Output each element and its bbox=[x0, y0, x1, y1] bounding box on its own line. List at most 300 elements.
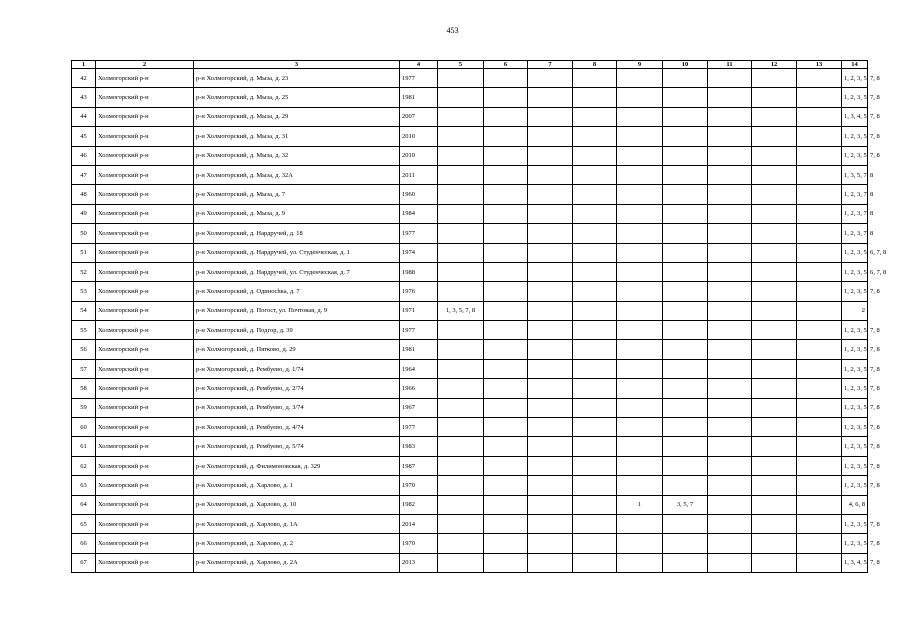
table-cell-col-7 bbox=[528, 243, 573, 262]
table-cell-col-3: р-н Холмогорский, д. Подгор, д. 39 bbox=[194, 321, 400, 340]
table-cell-col-1: 66 bbox=[72, 534, 96, 553]
table-cell-col-12 bbox=[752, 282, 797, 301]
table-row bbox=[72, 418, 868, 437]
table-cell-col-1: 58 bbox=[72, 379, 96, 398]
table-cell-col-3: р-н Холмогорский, д. Рембуево, д. 4/74 bbox=[194, 418, 400, 437]
table-cell-col-5 bbox=[438, 282, 484, 301]
table-cell-col-10 bbox=[663, 165, 708, 184]
table-cell-col-1: 61 bbox=[72, 437, 96, 456]
table-row bbox=[72, 379, 868, 398]
table-cell-col-2: Холмогорский р-н bbox=[96, 88, 194, 107]
table-row bbox=[72, 553, 868, 572]
table-cell-col-7 bbox=[528, 282, 573, 301]
table-row bbox=[72, 204, 868, 223]
table-cell-col-10 bbox=[663, 359, 708, 378]
table-row bbox=[72, 88, 868, 107]
table-cell-col-6 bbox=[484, 204, 528, 223]
table-cell-col-11 bbox=[708, 282, 752, 301]
table-cell-col-5 bbox=[438, 340, 484, 359]
table-cell-col-11 bbox=[708, 340, 752, 359]
table-cell-col-7 bbox=[528, 514, 573, 533]
table-cell-col-4: 1982 bbox=[400, 495, 438, 514]
table-row bbox=[72, 127, 868, 146]
table-cell-col-3: р-н Холмогорский, д. Рембуево, д. 2/74 bbox=[194, 379, 400, 398]
table-row bbox=[72, 495, 868, 514]
table-cell-col-8 bbox=[573, 534, 617, 553]
table-cell-col-6 bbox=[484, 224, 528, 243]
table-cell-col-2: Холмогорский р-н bbox=[96, 379, 194, 398]
table-cell-col-6 bbox=[484, 185, 528, 204]
table-cell-col-3: р-н Холмогорский, д. Пятково, д. 29 bbox=[194, 340, 400, 359]
table-cell-col-2: Холмогорский р-н bbox=[96, 418, 194, 437]
table-cell-col-5 bbox=[438, 127, 484, 146]
table-cell-col-1: 55 bbox=[72, 321, 96, 340]
table-cell-col-1: 63 bbox=[72, 476, 96, 495]
table-cell-col-12 bbox=[752, 553, 797, 572]
table-cell-col-12 bbox=[752, 262, 797, 281]
table-cell-col-1: 47 bbox=[72, 165, 96, 184]
table-cell-col-10 bbox=[663, 456, 708, 475]
table-cell-col-12 bbox=[752, 495, 797, 514]
table-cell-col-8 bbox=[573, 418, 617, 437]
table-cell-col-7 bbox=[528, 107, 573, 126]
table-cell-col-1: 50 bbox=[72, 224, 96, 243]
table-cell-col-7 bbox=[528, 301, 573, 320]
table-cell-col-12 bbox=[752, 301, 797, 320]
table-row bbox=[72, 301, 868, 320]
table-cell-col-8 bbox=[573, 165, 617, 184]
table-cell-col-1: 46 bbox=[72, 146, 96, 165]
table-cell-col-9 bbox=[617, 514, 663, 533]
table-cell-col-2: Холмогорский р-н bbox=[96, 146, 194, 165]
table-cell-col-8 bbox=[573, 69, 617, 88]
table-cell-col-9 bbox=[617, 456, 663, 475]
table-header bbox=[72, 61, 868, 69]
table-cell-col-8 bbox=[573, 127, 617, 146]
table-cell-col-12 bbox=[752, 359, 797, 378]
table-cell-col-12 bbox=[752, 165, 797, 184]
table-cell-col-7 bbox=[528, 359, 573, 378]
column-header-7: 7 bbox=[528, 61, 573, 69]
table-cell-col-13 bbox=[797, 69, 842, 88]
table-row bbox=[72, 456, 868, 475]
table-cell-col-4: 1976 bbox=[400, 282, 438, 301]
table-cell-col-14: 4, 6, 8 bbox=[842, 495, 868, 514]
table-cell-col-12 bbox=[752, 185, 797, 204]
table-cell-col-2: Холмогорский р-н bbox=[96, 301, 194, 320]
table-body bbox=[72, 69, 887, 573]
table-cell-col-11 bbox=[708, 262, 752, 281]
table-row bbox=[72, 262, 868, 281]
table-cell-col-9 bbox=[617, 88, 663, 107]
header-row bbox=[72, 61, 868, 69]
table-cell-col-2: Холмогорский р-н bbox=[96, 185, 194, 204]
table-cell-col-11 bbox=[708, 476, 752, 495]
table-cell-col-2: Холмогорский р-н bbox=[96, 262, 194, 281]
table-cell-col-10 bbox=[663, 534, 708, 553]
table-cell-col-9 bbox=[617, 204, 663, 223]
table-cell-col-14: 1, 2, 3, 5, 6, 7, 8 bbox=[842, 243, 868, 262]
table-cell-col-9 bbox=[617, 476, 663, 495]
table-cell-col-3: р-н Холмогорский, д. Рембуево, д. 1/74 bbox=[194, 359, 400, 378]
table-cell-col-5 bbox=[438, 553, 484, 572]
table-cell-col-9 bbox=[617, 301, 663, 320]
table-cell-col-2: Холмогорский р-н bbox=[96, 127, 194, 146]
table-cell-col-6 bbox=[484, 107, 528, 126]
table-cell-col-10 bbox=[663, 224, 708, 243]
table-cell-col-6 bbox=[484, 88, 528, 107]
table-cell-col-5 bbox=[438, 88, 484, 107]
table-cell-col-13 bbox=[797, 185, 842, 204]
table-row bbox=[72, 224, 868, 243]
column-header-1: 1 bbox=[72, 61, 96, 69]
table-cell-col-4: 2007 bbox=[400, 107, 438, 126]
table-cell-col-1: 67 bbox=[72, 553, 96, 572]
column-header-3: 3 bbox=[194, 61, 400, 69]
table-cell-col-10 bbox=[663, 514, 708, 533]
table-cell-col-5 bbox=[438, 495, 484, 514]
table-cell-col-4: 2013 bbox=[400, 553, 438, 572]
table-cell-col-10 bbox=[663, 437, 708, 456]
table-cell-col-2: Холмогорский р-н bbox=[96, 282, 194, 301]
table-cell-col-11 bbox=[708, 398, 752, 417]
table-cell-col-6 bbox=[484, 69, 528, 88]
table-cell-col-9 bbox=[617, 165, 663, 184]
table-cell-col-9 bbox=[617, 69, 663, 88]
table-cell-col-11 bbox=[708, 224, 752, 243]
table-cell-col-4: 1970 bbox=[400, 534, 438, 553]
table-row bbox=[72, 514, 868, 533]
table-cell-col-7 bbox=[528, 340, 573, 359]
table-cell-col-8 bbox=[573, 107, 617, 126]
table-cell-col-13 bbox=[797, 127, 842, 146]
column-header-4: 4 bbox=[400, 61, 438, 69]
table-cell-col-7 bbox=[528, 456, 573, 475]
table-cell-col-11 bbox=[708, 514, 752, 533]
table-cell-col-5 bbox=[438, 224, 484, 243]
table-cell-col-11 bbox=[708, 379, 752, 398]
table-cell-col-11 bbox=[708, 456, 752, 475]
table-cell-col-3: р-н Холмогорский, д. Погост, ул. Почтовая, д. 9 bbox=[194, 301, 400, 320]
table-cell-col-14: 1, 2, 3, 5, 7, 8 bbox=[842, 69, 868, 88]
table-cell-col-13 bbox=[797, 418, 842, 437]
table-row bbox=[72, 476, 868, 495]
table-cell-col-9 bbox=[617, 262, 663, 281]
table-cell-col-2: Холмогорский р-н bbox=[96, 476, 194, 495]
table-cell-col-1: 48 bbox=[72, 185, 96, 204]
table-cell-col-11 bbox=[708, 88, 752, 107]
table-cell-col-2: Холмогорский р-н bbox=[96, 359, 194, 378]
table-cell-col-11 bbox=[708, 107, 752, 126]
table-cell-col-13 bbox=[797, 107, 842, 126]
table-row bbox=[72, 359, 868, 378]
table-cell-col-10 bbox=[663, 301, 708, 320]
table-cell-col-10 bbox=[663, 340, 708, 359]
table-cell-col-7 bbox=[528, 418, 573, 437]
table-row bbox=[72, 340, 868, 359]
table-cell-col-3: р-н Холмогорский, д. Одинochка, д. 7 bbox=[194, 282, 400, 301]
table-cell-col-10: 3, 5, 7 bbox=[663, 495, 708, 514]
table-cell-col-7 bbox=[528, 204, 573, 223]
table-cell-col-13 bbox=[797, 321, 842, 340]
table-cell-col-1: 60 bbox=[72, 418, 96, 437]
table-cell-col-12 bbox=[752, 476, 797, 495]
table-cell-col-7 bbox=[528, 165, 573, 184]
table-cell-col-5 bbox=[438, 418, 484, 437]
table-cell-col-13 bbox=[797, 534, 842, 553]
table-cell-col-8 bbox=[573, 359, 617, 378]
page-number: 453 bbox=[446, 26, 459, 35]
table-cell-col-6 bbox=[484, 476, 528, 495]
table-cell-col-11 bbox=[708, 204, 752, 223]
table-cell-col-11 bbox=[708, 495, 752, 514]
table-row bbox=[72, 534, 868, 553]
column-header-9: 9 bbox=[617, 61, 663, 69]
table-cell-col-5 bbox=[438, 107, 484, 126]
table-cell-col-13 bbox=[797, 282, 842, 301]
table-cell-col-11 bbox=[708, 69, 752, 88]
table-cell-col-7 bbox=[528, 534, 573, 553]
table-cell-col-14: 1, 2, 3, 5, 7, 8 bbox=[842, 127, 868, 146]
table-cell-col-7 bbox=[528, 262, 573, 281]
table-cell-col-11 bbox=[708, 165, 752, 184]
table-cell-col-9 bbox=[617, 340, 663, 359]
table-cell-col-10 bbox=[663, 88, 708, 107]
table-cell-col-5 bbox=[438, 514, 484, 533]
table-cell-col-3: р-н Холмогорский, д. Мыза, д. 23 bbox=[194, 69, 400, 88]
column-header-8: 8 bbox=[573, 61, 617, 69]
table-cell-col-3: р-н Холмогорский, д. Рембуево, д. 5/74 bbox=[194, 437, 400, 456]
column-header-6: 6 bbox=[484, 61, 528, 69]
table-cell-col-6 bbox=[484, 262, 528, 281]
table-cell-col-3: р-н Холмогорский, д. Филимоновская, д. 329 bbox=[194, 456, 400, 475]
table-cell-col-13 bbox=[797, 224, 842, 243]
table-cell-col-4: 2011 bbox=[400, 165, 438, 184]
table-cell-col-3: р-н Холмогорский, д. Мыза, д. 9 bbox=[194, 204, 400, 223]
table-cell-col-6 bbox=[484, 243, 528, 262]
table-cell-col-10 bbox=[663, 476, 708, 495]
table-cell-col-1: 45 bbox=[72, 127, 96, 146]
table-cell-col-5 bbox=[438, 165, 484, 184]
table-cell-col-7 bbox=[528, 495, 573, 514]
table-cell-col-13 bbox=[797, 165, 842, 184]
table-cell-col-2: Холмогорский р-н bbox=[96, 495, 194, 514]
table-cell-col-12 bbox=[752, 340, 797, 359]
table-cell-col-10 bbox=[663, 185, 708, 204]
table-cell-col-4: 1988 bbox=[400, 262, 438, 281]
table-cell-col-12 bbox=[752, 456, 797, 475]
table-cell-col-14: 1, 2, 3, 5, 7, 8 bbox=[842, 146, 868, 165]
table-cell-col-11 bbox=[708, 301, 752, 320]
table-cell-col-12 bbox=[752, 146, 797, 165]
table-cell-col-11 bbox=[708, 146, 752, 165]
table-cell-col-6 bbox=[484, 514, 528, 533]
table-cell-col-5: 1, 3, 5, 7, 8 bbox=[438, 301, 484, 320]
table-cell-col-2: Холмогорский р-н bbox=[96, 69, 194, 88]
table-cell-col-7 bbox=[528, 185, 573, 204]
table-cell-col-3: р-н Холмогорский, д. Нардручей, д. 18 bbox=[194, 224, 400, 243]
table-cell-col-1: 43 bbox=[72, 88, 96, 107]
table-cell-col-2: Холмогорский р-н bbox=[96, 437, 194, 456]
table-cell-col-8 bbox=[573, 340, 617, 359]
table-cell-col-7 bbox=[528, 146, 573, 165]
table-cell-col-13 bbox=[797, 243, 842, 262]
table-cell-col-8 bbox=[573, 321, 617, 340]
table-cell-col-4: 1977 bbox=[400, 224, 438, 243]
table-cell-col-9 bbox=[617, 127, 663, 146]
table-cell-col-11 bbox=[708, 437, 752, 456]
table-cell-col-7 bbox=[528, 224, 573, 243]
table-row bbox=[72, 437, 868, 456]
table-cell-col-3: р-н Холмогорский, д. Нардручей, ул. Студенческая, д. 1 bbox=[194, 243, 400, 262]
table-cell-col-6 bbox=[484, 456, 528, 475]
table-cell-col-6 bbox=[484, 553, 528, 572]
table-cell-col-3: р-н Холмогорский, д. Мыза, д. 32А bbox=[194, 165, 400, 184]
table-cell-col-14: 1, 2, 3, 5, 7, 8 bbox=[842, 88, 868, 107]
table-cell-col-14: 1, 3, 4, 5, 7, 8 bbox=[842, 107, 868, 126]
table-cell-col-9 bbox=[617, 398, 663, 417]
table-cell-col-10 bbox=[663, 418, 708, 437]
table-cell-col-11 bbox=[708, 243, 752, 262]
table-cell-col-12 bbox=[752, 379, 797, 398]
table-cell-col-4: 2010 bbox=[400, 127, 438, 146]
table-cell-col-4: 1964 bbox=[400, 359, 438, 378]
table-cell-col-4: 1970 bbox=[400, 476, 438, 495]
table-cell-col-14: 1, 2, 3, 5, 7, 8 bbox=[842, 476, 868, 495]
table-cell-col-4: 1984 bbox=[400, 204, 438, 223]
table-cell-col-9 bbox=[617, 185, 663, 204]
table-cell-col-8 bbox=[573, 262, 617, 281]
table-cell-col-12 bbox=[752, 321, 797, 340]
table-cell-col-10 bbox=[663, 379, 708, 398]
table-cell-col-14: 1, 2, 3, 5, 7, 8 bbox=[842, 398, 868, 417]
table-cell-col-8 bbox=[573, 224, 617, 243]
table-cell-col-6 bbox=[484, 340, 528, 359]
table-cell-col-4: 2014 bbox=[400, 514, 438, 533]
table-row bbox=[72, 69, 868, 88]
table-cell-col-4: 1974 bbox=[400, 243, 438, 262]
table-cell-col-9 bbox=[617, 243, 663, 262]
table-cell-col-12 bbox=[752, 243, 797, 262]
table-cell-col-13 bbox=[797, 359, 842, 378]
table-cell-col-1: 57 bbox=[72, 359, 96, 378]
table-cell-col-14: 2 bbox=[842, 301, 868, 320]
table-cell-col-8 bbox=[573, 185, 617, 204]
table-cell-col-13 bbox=[797, 379, 842, 398]
table-cell-col-2: Холмогорский р-н bbox=[96, 204, 194, 223]
table-cell-col-8 bbox=[573, 495, 617, 514]
table-cell-col-8 bbox=[573, 476, 617, 495]
table-cell-col-9: 1 bbox=[617, 495, 663, 514]
table-cell-col-12 bbox=[752, 88, 797, 107]
table-cell-col-13 bbox=[797, 88, 842, 107]
table-cell-col-1: 42 bbox=[72, 69, 96, 88]
column-header-2: 2 bbox=[96, 61, 194, 69]
table-cell-col-2: Холмогорский р-н bbox=[96, 321, 194, 340]
table-cell-col-14: 1, 2, 3, 5, 7, 8 bbox=[842, 514, 868, 533]
table-cell-col-12 bbox=[752, 437, 797, 456]
table-cell-col-10 bbox=[663, 398, 708, 417]
table-cell-col-10 bbox=[663, 553, 708, 572]
table-row bbox=[72, 185, 868, 204]
table-cell-col-9 bbox=[617, 146, 663, 165]
table-cell-col-2: Холмогорский р-н bbox=[96, 553, 194, 572]
table-cell-col-3: р-н Холмогорский, д. Мыза, д. 29 bbox=[194, 107, 400, 126]
table-cell-col-1: 62 bbox=[72, 456, 96, 475]
table-cell-col-14: 1, 2, 3, 5, 7, 8 bbox=[842, 340, 868, 359]
table-cell-col-11 bbox=[708, 321, 752, 340]
table-cell-col-14: 1, 2, 3, 5, 7, 8 bbox=[842, 282, 868, 301]
table-cell-col-8 bbox=[573, 437, 617, 456]
table-cell-col-1: 64 bbox=[72, 495, 96, 514]
table-cell-col-14: 1, 2, 3, 5, 7, 8 bbox=[842, 437, 868, 456]
table-cell-col-9 bbox=[617, 534, 663, 553]
table-cell-col-6 bbox=[484, 301, 528, 320]
table-cell-col-2: Холмогорский р-н bbox=[96, 165, 194, 184]
table-cell-col-5 bbox=[438, 456, 484, 475]
table-cell-col-9 bbox=[617, 418, 663, 437]
table-cell-col-1: 49 bbox=[72, 204, 96, 223]
table-cell-col-6 bbox=[484, 282, 528, 301]
table-cell-col-5 bbox=[438, 146, 484, 165]
table-cell-col-14: 1, 2, 3, 5, 7, 8 bbox=[842, 321, 868, 340]
table-row bbox=[72, 282, 868, 301]
table-cell-col-12 bbox=[752, 514, 797, 533]
table-cell-col-9 bbox=[617, 437, 663, 456]
table-cell-col-3: р-н Холмогорский, д. Нардручей, ул. Студенческая, д. 7 bbox=[194, 262, 400, 281]
table-cell-col-3: р-н Холмогорский, д. Рембуево, д. 3/74 bbox=[194, 398, 400, 417]
table-cell-col-12 bbox=[752, 127, 797, 146]
table-cell-col-12 bbox=[752, 398, 797, 417]
table-cell-col-13 bbox=[797, 514, 842, 533]
column-header-12: 12 bbox=[752, 61, 797, 69]
table-row bbox=[72, 107, 868, 126]
table-cell-col-7 bbox=[528, 321, 573, 340]
table-cell-col-5 bbox=[438, 398, 484, 417]
table-cell-col-10 bbox=[663, 204, 708, 223]
table-cell-col-2: Холмогорский р-н bbox=[96, 456, 194, 475]
table-cell-col-5 bbox=[438, 534, 484, 553]
table-cell-col-13 bbox=[797, 262, 842, 281]
table-cell-col-6 bbox=[484, 398, 528, 417]
table-cell-col-4: 1966 bbox=[400, 379, 438, 398]
table-cell-col-5 bbox=[438, 262, 484, 281]
table-row bbox=[72, 398, 868, 417]
table-cell-col-12 bbox=[752, 107, 797, 126]
table-cell-col-7 bbox=[528, 398, 573, 417]
table-cell-col-1: 53 bbox=[72, 282, 96, 301]
table-cell-col-3: р-н Холмогорский, д. Харлово, д. 10 bbox=[194, 495, 400, 514]
table-cell-col-8 bbox=[573, 146, 617, 165]
table-cell-col-2: Холмогорский р-н bbox=[96, 224, 194, 243]
table-cell-col-9 bbox=[617, 224, 663, 243]
table-cell-col-14: 1, 2, 3, 7, 8 bbox=[842, 204, 868, 223]
table-cell-col-2: Холмогорский р-н bbox=[96, 534, 194, 553]
table-cell-col-8 bbox=[573, 514, 617, 533]
table-cell-col-12 bbox=[752, 224, 797, 243]
table-cell-col-4: 1960 bbox=[400, 185, 438, 204]
table-cell-col-8 bbox=[573, 301, 617, 320]
table-cell-col-7 bbox=[528, 553, 573, 572]
table-row bbox=[72, 243, 868, 262]
table-cell-col-6 bbox=[484, 437, 528, 456]
table-cell-col-11 bbox=[708, 359, 752, 378]
table-cell-col-14: 1, 2, 3, 7, 8 bbox=[842, 224, 868, 243]
table-cell-col-1: 52 bbox=[72, 262, 96, 281]
table-cell-col-6 bbox=[484, 418, 528, 437]
column-header-11: 11 bbox=[708, 61, 752, 69]
table-cell-col-1: 54 bbox=[72, 301, 96, 320]
